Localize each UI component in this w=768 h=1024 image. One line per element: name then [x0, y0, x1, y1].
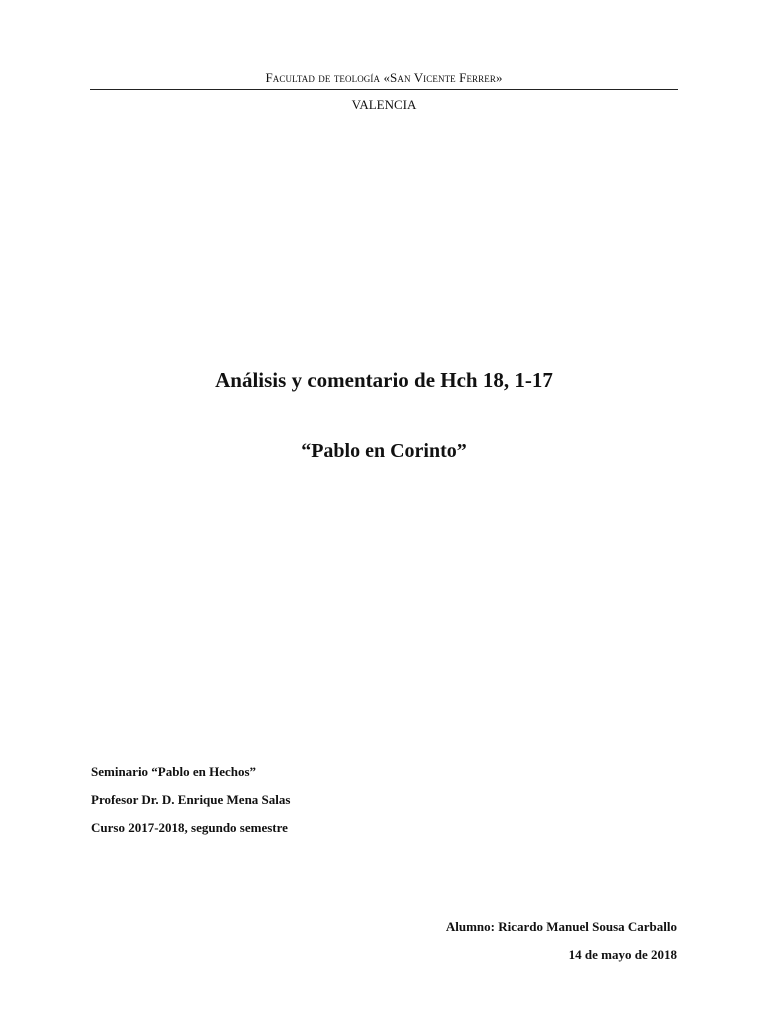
- course-info: [91, 764, 491, 848]
- header-rule: [90, 89, 678, 90]
- seminar-line: Seminario “Pablo en Hechos”: [91, 764, 257, 779]
- student-line: Alumno: Ricardo Manuel Sousa Carballo: [445, 919, 677, 934]
- document-subtitle: “Pablo en Corinto”: [301, 440, 467, 462]
- document-title: Análisis y comentario de Hch 18, 1-17: [215, 368, 553, 392]
- date-line: 14 de mayo de 2018: [568, 947, 677, 962]
- author-info: [277, 919, 677, 975]
- term-line: Curso 2017-2018, segundo semestre: [91, 820, 288, 835]
- professor-line: Profesor Dr. D. Enrique Mena Salas: [91, 792, 291, 807]
- institution-name: Facultad de teología «San Vicente Ferrer»: [265, 70, 503, 85]
- institution-city: VALENCIA: [351, 97, 417, 112]
